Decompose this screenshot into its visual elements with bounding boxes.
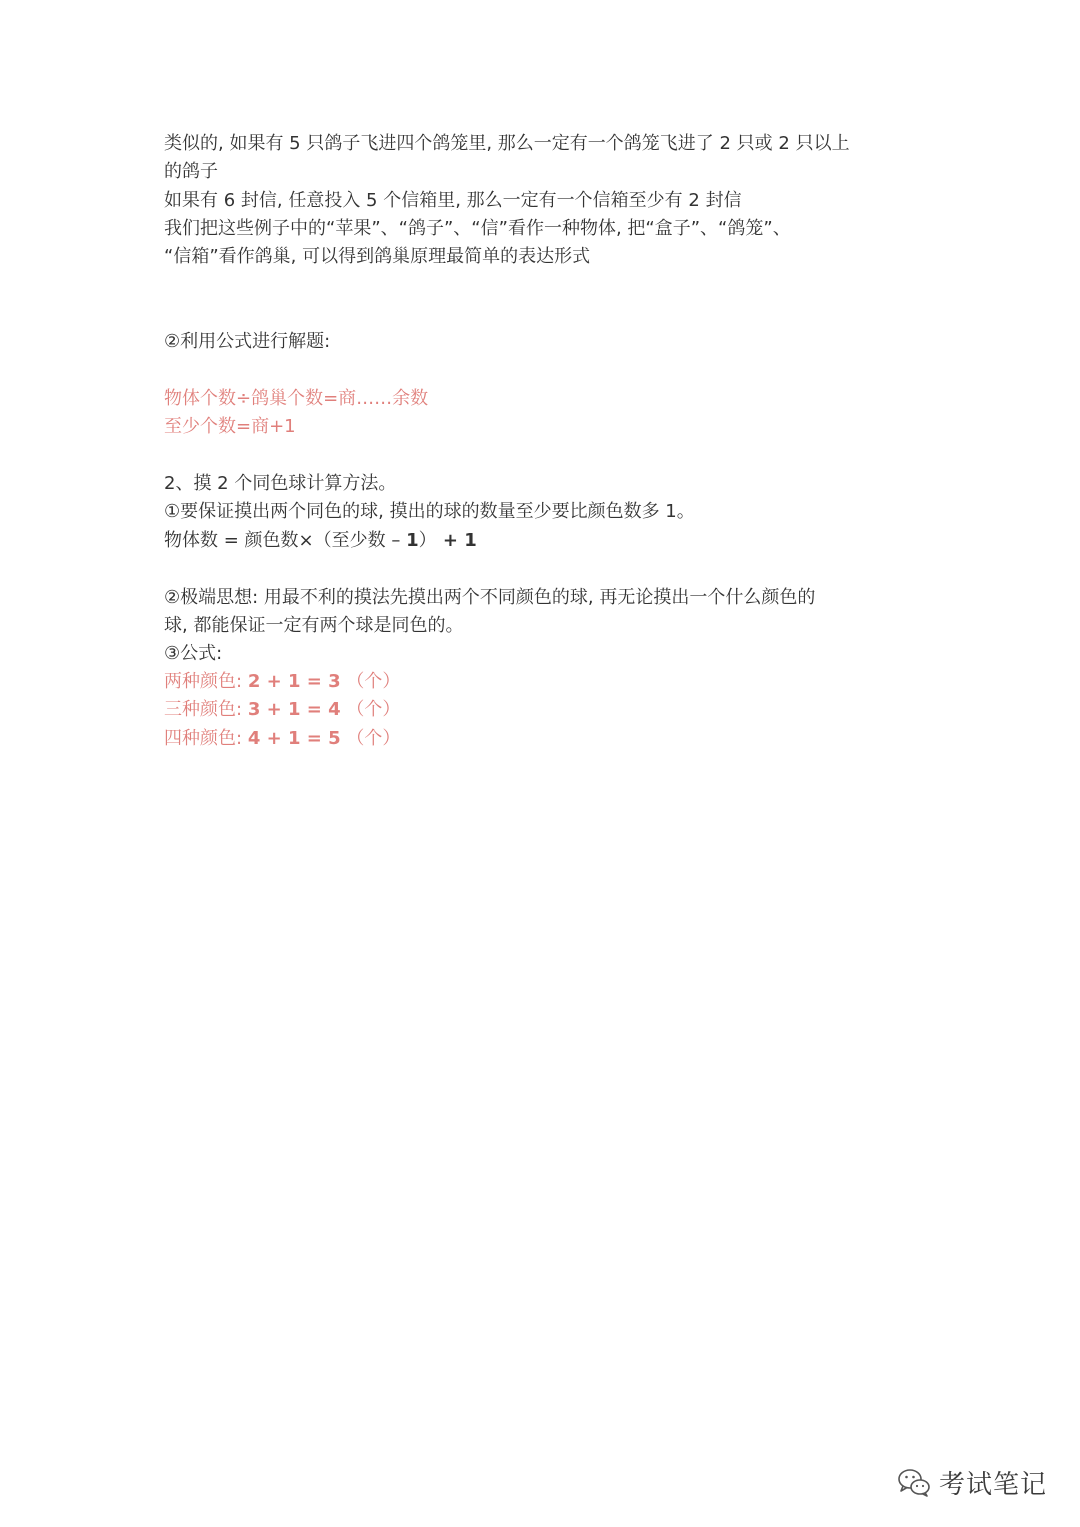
- point-one: ①要保证摸出两个同色的球, 摸出的球的数量至少要比颜色数多 1。: [164, 501, 695, 522]
- formula-quotient: 物体个数÷鸽巢个数=商……余数: [164, 388, 429, 409]
- point-two-line-1: ②极端思想: 用最不利的摸法先摸出两个不同颜色的球, 再无论摸出一个什么颜色的: [164, 587, 816, 608]
- example-label: 两种颜色:: [164, 671, 243, 692]
- formula-minimum: 至少个数=商+1: [164, 416, 296, 437]
- section-heading-formula: ②利用公式进行解题:: [164, 331, 331, 352]
- example-expression: 3 + 1 = 4: [247, 699, 341, 720]
- ball-formula-plus: + 1: [436, 530, 477, 551]
- example-unit: （个）: [346, 671, 401, 692]
- ball-formula-mid: ）: [418, 530, 437, 551]
- ball-formula-prefix: 物体数 = 颜色数×（至少数 –: [164, 530, 407, 551]
- watermark-text: 考试笔记: [939, 1469, 1048, 1500]
- paragraph-line-2: 的鸽子: [164, 161, 218, 182]
- paragraph-line-4: 我们把这些例子中的“苹果”、“鸽子”、“信”看作一种物体, 把“盒子”、“鸽笼”、: [164, 218, 791, 239]
- watermark: [897, 1458, 1047, 1506]
- wechat-icon: [897, 1467, 931, 1497]
- ball-formula: [164, 529, 477, 553]
- ball-formula-one: 1: [406, 530, 419, 551]
- example-three-colors: [164, 698, 400, 722]
- example-expression: 2 + 1 = 3: [247, 671, 341, 692]
- paragraph-line-1: 类似的, 如果有 5 只鸽子飞进四个鸽笼里, 那么一定有一个鸽笼飞进了 2 只或 2 只以上: [164, 133, 850, 154]
- example-unit: （个）: [346, 728, 401, 749]
- point-three: ③公式:: [164, 643, 223, 664]
- point-two-line-2: 球, 都能保证一定有两个球是同色的。: [164, 615, 464, 636]
- example-four-colors: [164, 727, 400, 751]
- paragraph-line-5: “信箱”看作鸽巢, 可以得到鸽巢原理最简单的表达形式: [164, 246, 591, 267]
- example-label: 四种颜色:: [164, 728, 243, 749]
- section-heading-balls: 2、摸 2 个同色球计算方法。: [164, 473, 397, 494]
- example-label: 三种颜色:: [164, 699, 243, 720]
- paragraph-line-3: 如果有 6 封信, 任意投入 5 个信箱里, 那么一定有一个信箱至少有 2 封信: [164, 190, 742, 211]
- example-unit: （个）: [346, 699, 401, 720]
- example-two-colors: [164, 670, 400, 694]
- example-expression: 4 + 1 = 5: [247, 728, 341, 749]
